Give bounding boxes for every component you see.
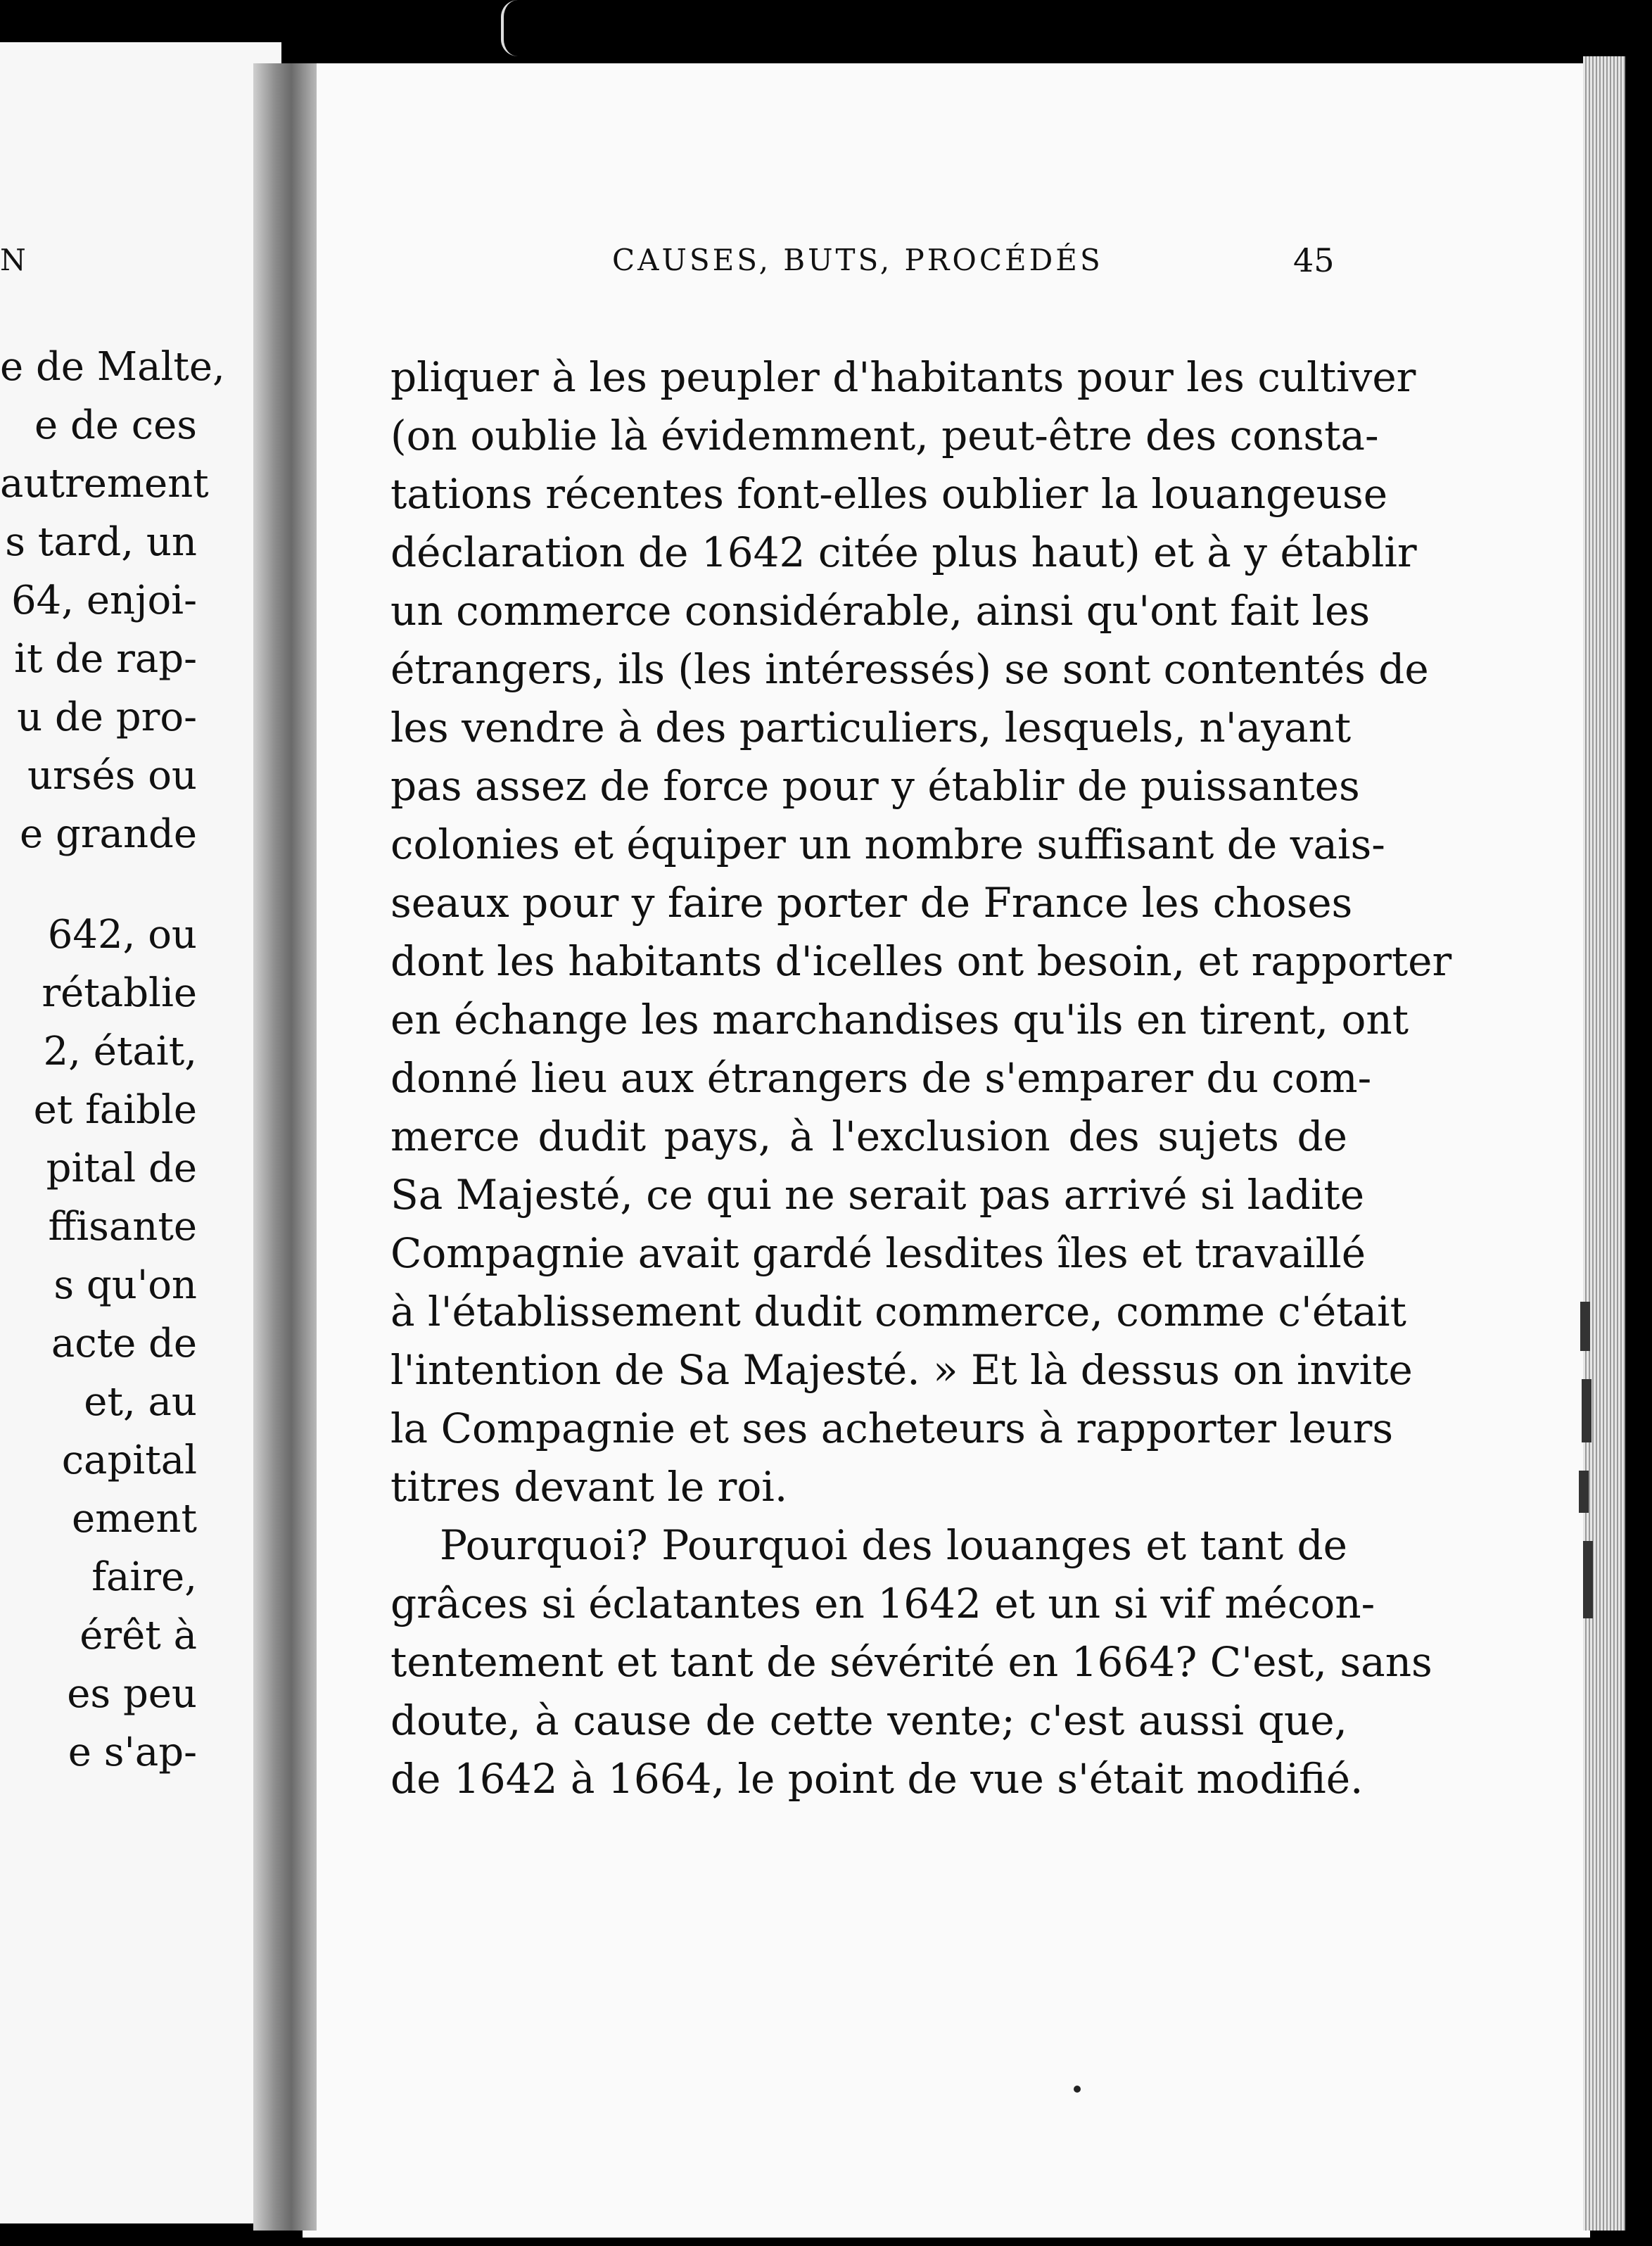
paragraph — [390, 348, 1452, 1516]
text-line: doute, à cause de cette vente; c'est aussi que, — [390, 1696, 1347, 1744]
text-line: titres devant le roi. — [390, 1463, 788, 1511]
page-edges — [1583, 56, 1625, 2231]
previous-page-line: ement — [72, 1496, 197, 1542]
previous-page-line: ffisante — [48, 1204, 197, 1250]
previous-page-line — [0, 863, 197, 906]
previous-page-header-fragment: N — [0, 243, 26, 277]
text-line: donné lieu aux étrangers de s'emparer du com- — [390, 1054, 1372, 1102]
library-stamp-edge — [1573, 1302, 1601, 1668]
text-line: seaux pour y faire porter de France les choses — [390, 879, 1353, 927]
page-header — [0, 239, 1652, 281]
page-body — [390, 348, 1452, 1808]
previous-page-line: s qu'on — [53, 1262, 197, 1308]
text-line: Sa Majesté, ce qui ne serait pas arrivé si ladite — [390, 1171, 1365, 1219]
previous-page-line: e de Malte, — [0, 344, 225, 390]
previous-page-line: acte de — [51, 1321, 197, 1366]
previous-page-line: es peu — [67, 1671, 197, 1717]
book-gutter — [253, 63, 317, 2231]
text-line: colonies et équiper un nombre suffisant de vais- — [390, 820, 1385, 868]
previous-page-line: u de pro- — [17, 694, 197, 740]
text-line: tations récentes font-elles oublier la louangeuse — [390, 470, 1388, 518]
text-line: les vendre à des particuliers, lesquels, n'ayant — [390, 704, 1352, 751]
previous-page-line: ursés ou — [27, 753, 197, 799]
previous-page-line: e de ces — [34, 402, 197, 448]
text-line: l'intention de Sa Majesté. » Et là dessus on invite — [390, 1346, 1413, 1394]
previous-page-line: e s'ap- — [68, 1730, 197, 1775]
previous-page-line: s tard, un — [5, 519, 197, 565]
text-line: étrangers, ils (les intéressés) se sont contentés de — [390, 645, 1429, 693]
text-line: grâces si éclatantes en 1642 et un si vif mécon- — [390, 1580, 1375, 1628]
previous-page-line: pital de — [46, 1146, 197, 1191]
text-line: tentement et tant de sévérité en 1664? C'est, sans — [390, 1638, 1432, 1686]
text-line: pas assez de force pour y établir de puissantes — [390, 762, 1360, 810]
previous-page-line: rétablie — [42, 970, 197, 1016]
text-line: (on oublie là évidemment, peut-être des consta- — [390, 412, 1379, 459]
speck-mark — [1074, 2086, 1081, 2093]
text-line: en échange les marchandises qu'ils en tirent, ont — [390, 996, 1409, 1043]
text-line: dont les habitants d'icelles ont besoin, et rapporter — [390, 937, 1452, 985]
text-line: de 1642 à 1664, le point de vue s'était modifié. — [390, 1755, 1364, 1803]
text-line: la Compagnie et ses acheteurs à rapporter leurs — [390, 1404, 1394, 1452]
previous-page-line: 642, ou — [47, 912, 197, 958]
previous-page-line: 64, enjoi- — [11, 578, 197, 623]
previous-page-line: et faible — [33, 1087, 197, 1133]
previous-page-line: 2, était, — [43, 1029, 197, 1074]
text-line: un commerce considérable, ainsi qu'ont fait les — [390, 587, 1371, 635]
previous-page-line: it de rap- — [14, 636, 197, 682]
text-line: Pourquoi? Pourquoi des louanges et tant de — [440, 1521, 1347, 1569]
previous-page-line: érêt à — [80, 1613, 197, 1658]
scan-artifact-top — [501, 0, 518, 56]
previous-page-text — [0, 338, 225, 1782]
text-line: Compagnie avait gardé lesdites îles et travaillé — [390, 1229, 1366, 1277]
previous-page-line: capital — [61, 1438, 197, 1483]
previous-page-fragment — [0, 42, 281, 2223]
text-line: pliquer à les peupler d'habitants pour les cultiver — [390, 353, 1416, 401]
text-line: déclaration de 1642 citée plus haut) et à y établir — [390, 528, 1417, 576]
previous-page-line: autrement — [0, 461, 209, 507]
paragraph — [390, 1516, 1432, 1808]
text-line: à l'établissement dudit commerce, comme c'était — [390, 1288, 1406, 1335]
previous-page-line: faire, — [91, 1554, 197, 1600]
previous-page-line: et, au — [84, 1379, 197, 1425]
previous-page-line: e grande — [20, 811, 197, 857]
running-head: CAUSES, BUTS, PROCÉDÉS — [612, 243, 1103, 277]
page-number: 45 — [1293, 241, 1335, 279]
text-line: merce dudit pays, à l'exclusion des sujets de — [390, 1112, 1347, 1160]
